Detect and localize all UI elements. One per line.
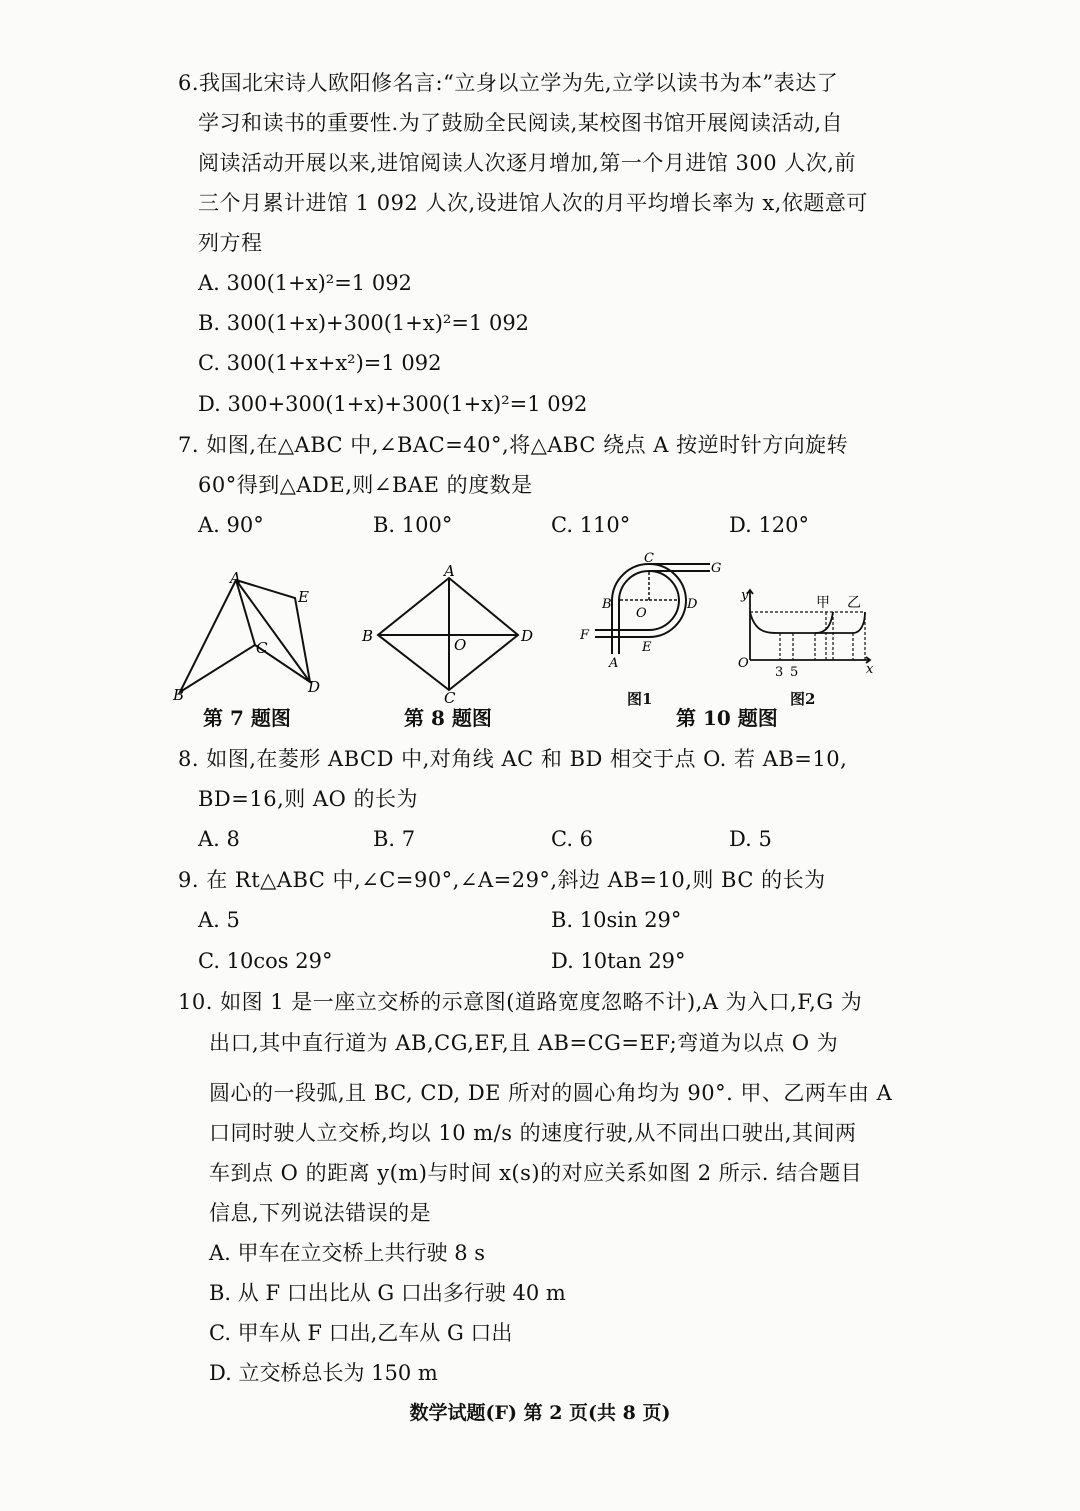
q9-option-b: B. 10sin 29° bbox=[551, 908, 682, 932]
q9-line-1: 9. 在 Rt△ABC 中,∠C=90°,∠A=29°,斜边 AB=10,则 BC 的长为 bbox=[178, 868, 826, 892]
q8-option-a: A. 8 bbox=[198, 827, 240, 851]
q7-line-2: 60°得到△ADE,则∠BAE 的度数是 bbox=[198, 473, 533, 497]
fig10-label-o: O bbox=[636, 606, 647, 621]
fig10-fig1-caption: 图1 bbox=[627, 690, 653, 708]
figure-7-triangle bbox=[170, 565, 330, 705]
q10-line-6: 信息,下列说法错误的是 bbox=[209, 1201, 432, 1225]
q6-line-5: 列方程 bbox=[198, 231, 263, 255]
q10-option-c: C. 甲车从 F 口出,乙车从 G 口出 bbox=[209, 1321, 513, 1345]
fig7-label-d: D bbox=[308, 678, 321, 696]
fig7-label-c: C bbox=[256, 639, 268, 657]
q9-option-d: D. 10tan 29° bbox=[551, 949, 686, 973]
fig10-label-g: G bbox=[711, 561, 722, 576]
q7-option-b: B. 100° bbox=[373, 513, 453, 537]
fig10-label-c: C bbox=[644, 551, 654, 566]
fig10-graph-origin: O bbox=[738, 656, 749, 671]
fig8-label-d: D bbox=[521, 627, 534, 645]
q6-option-d: D. 300+300(1+x)+300(1+x)²=1 092 bbox=[198, 392, 588, 416]
fig8-label-b: B bbox=[362, 627, 374, 645]
figure-10-interchange bbox=[575, 550, 725, 685]
fig8-label-c: C bbox=[444, 689, 456, 704]
fig10-graph-yi: 乙 bbox=[847, 595, 861, 611]
q8-line-2: BD=16,则 AO 的长为 bbox=[198, 787, 418, 811]
fig7-caption: 第 7 题图 bbox=[203, 706, 291, 730]
q9-option-a: A. 5 bbox=[198, 908, 240, 932]
fig10-label-a: A bbox=[609, 656, 619, 671]
fig10-label-f: F bbox=[580, 628, 590, 643]
fig10-fig2-caption: 图2 bbox=[790, 690, 816, 708]
q9-option-c: C. 10cos 29° bbox=[198, 949, 333, 973]
fig10-graph-tick-5: 5 bbox=[790, 665, 799, 680]
fig7-label-e: E bbox=[298, 588, 309, 606]
q6-option-a: A. 300(1+x)²=1 092 bbox=[198, 271, 412, 295]
q6-line-2: 学习和读书的重要性.为了鼓励全民阅读,某校图书馆开展阅读活动,自 bbox=[198, 111, 844, 135]
fig10-label-e: E bbox=[642, 640, 652, 655]
fig8-label-o: O bbox=[454, 636, 467, 654]
q7-option-d: D. 120° bbox=[729, 513, 810, 537]
page-footer: 数学试题(F) 第 2 页(共 8 页) bbox=[409, 1402, 671, 1424]
q6-line-3: 阅读活动开展以来,进馆阅读人次逐月增加,第一个月进馆 300 人次,前 bbox=[198, 151, 856, 175]
q10-option-a: A. 甲车在立交桥上共行驶 8 s bbox=[209, 1241, 486, 1265]
fig10-graph-x: x bbox=[866, 662, 874, 677]
fig10-caption: 第 10 题图 bbox=[676, 706, 778, 730]
q8-option-c: C. 6 bbox=[551, 827, 594, 851]
q10-option-b: B. 从 F 口出比从 G 口出多行驶 40 m bbox=[209, 1281, 566, 1305]
fig7-label-a: A bbox=[230, 569, 241, 587]
q8-line-1: 8. 如图,在菱形 ABCD 中,对角线 AC 和 BD 相交于点 O. 若 AB=10, bbox=[178, 747, 848, 771]
q10-line-4: 口同时驶人立交桥,均以 10 m/s 的速度行驶,从不同出口驶出,其间两 bbox=[209, 1121, 857, 1145]
q6-option-c: C. 300(1+x+x²)=1 092 bbox=[198, 351, 442, 375]
fig10-graph-tick-3: 3 bbox=[775, 665, 784, 680]
figure-10-graph bbox=[735, 585, 880, 685]
q7-option-a: A. 90° bbox=[198, 513, 264, 537]
q7-option-c: C. 110° bbox=[551, 513, 631, 537]
figure-8-rhombus bbox=[358, 562, 540, 704]
fig10-label-b: B bbox=[602, 597, 612, 612]
q10-line-2: 出口,其中直行道为 AB,CG,EF,且 AB=CG=EF;弯道为以点 O 为 bbox=[209, 1031, 839, 1055]
fig10-graph-jia: 甲 bbox=[816, 595, 830, 611]
q10-line-3: 圆心的一段弧,且 BC, CD, DE 所对的圆心角均为 90°. 甲、乙两车由 A bbox=[209, 1081, 893, 1105]
q8-option-b: B. 7 bbox=[373, 827, 416, 851]
q10-option-d: D. 立交桥总长为 150 m bbox=[209, 1361, 438, 1385]
q6-line-4: 三个月累计进馆 1 092 人次,设进馆人次的月平均增长率为 x,依题意可 bbox=[198, 191, 868, 215]
q10-line-5: 车到点 O 的距离 y(m)与时间 x(s)的对应关系如图 2 所示. 结合题目 bbox=[209, 1161, 863, 1185]
fig8-label-a: A bbox=[444, 562, 455, 580]
q6-line-1: 6.我国北宋诗人欧阳修名言:“立身以立学为先,立学以读书为本”表达了 bbox=[178, 71, 839, 95]
fig7-label-b: B bbox=[173, 686, 185, 704]
q10-line-1: 10. 如图 1 是一座立交桥的示意图(道路宽度忽略不计),A 为入口,F,G 为 bbox=[178, 990, 863, 1014]
q8-option-d: D. 5 bbox=[729, 827, 772, 851]
fig10-graph-y: y bbox=[741, 588, 749, 603]
q6-option-b: B. 300(1+x)+300(1+x)²=1 092 bbox=[198, 311, 530, 335]
fig8-caption: 第 8 题图 bbox=[404, 706, 492, 730]
q7-line-1: 7. 如图,在△ABC 中,∠BAC=40°,将△ABC 绕点 A 按逆时针方向旋转 bbox=[178, 433, 849, 457]
fig10-label-d: D bbox=[687, 597, 698, 612]
